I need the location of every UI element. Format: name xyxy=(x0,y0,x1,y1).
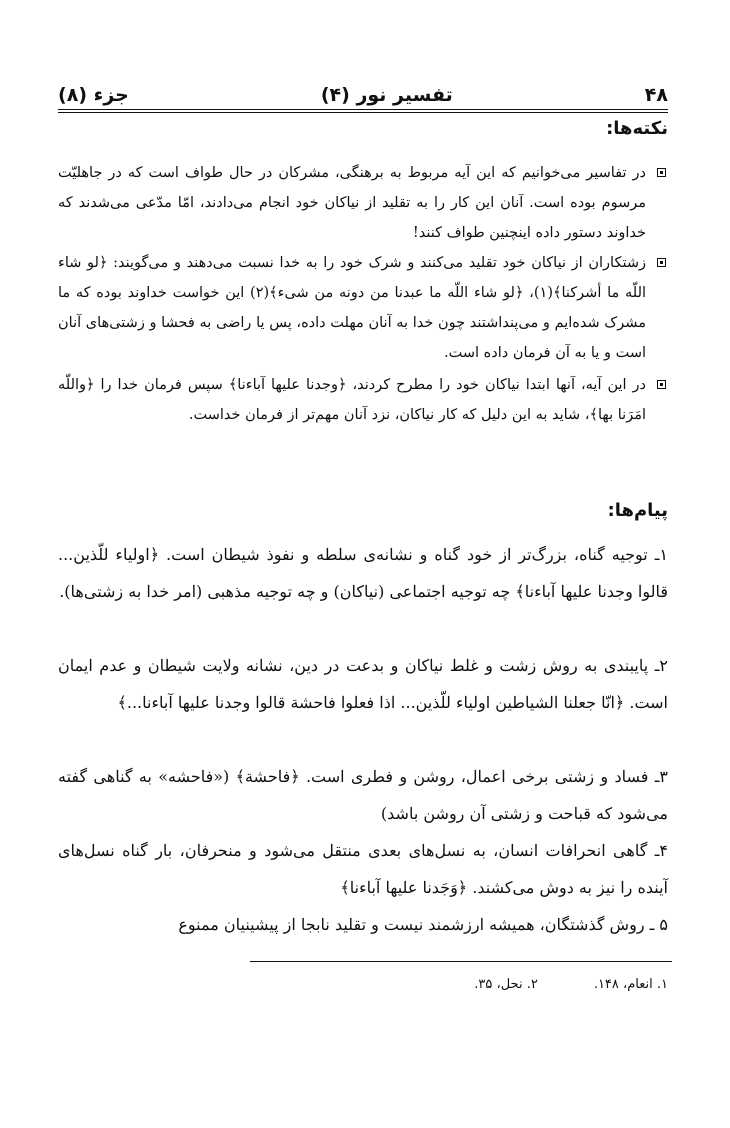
note-text: در تفاسیر می‌خوانیم که این آیه مربوط به برهنگی، مشرکان در حال طواف است که در جاهلیّت مرسوم بوده است. آنان این کار را به تقلید از نیاکان خود انجام می‌دادند، امّا مدّعی می‌شدند که خداوند دستور داده اینچنین طواف کنند! xyxy=(58,165,646,241)
page-header xyxy=(58,72,668,106)
note-text: در این آیه، آنها ابتدا نیاکان خود را مطرح کردند، ﴿وجدنا علیها آباءنا﴾ سپس فرمان خدا را ﴿واللّه امَرَنا بها﴾، شاید به این دلیل که کار نیاکان، نزد آنان مهم‌تر از فرمان خداست. xyxy=(58,377,646,423)
message-item: ۱ـ توجیه گناه، بزرگ‌تر از خود گناه و نشانه‌ی سلطه و نفوذ شیطان است. ﴿اولیاء للّذین... قالوا وجدنا علیها آباءنا﴾ چه توجیه اجتماعی (نیاکان) و چه توجیه مذهبی (امر خدا به زشتی‌ها). xyxy=(58,545,668,601)
footnote-divider xyxy=(250,961,672,962)
footnotes xyxy=(474,977,668,992)
message-item: ۳ـ فساد و زشتی برخی اعمال، روشن و فطری است. ﴿فاحشة﴾ («فاحشه» به گناهی گفته می‌شود که قباحت و زشتی آن روشن باشد) xyxy=(58,767,668,823)
message-item: ۲ـ پایبندی به روش زشت و غلط نیاکان و بدعت در دین، نشانه ولایت شیطان و عدم ایمان است. ﴿انّا جعلنا الشیاطین اولیاء للّذین... اذا فعلوا فاحشة قالوا وجدنا علیها آباءنا...﴾ xyxy=(58,656,668,712)
footnote-item: ۱. انعام، ۱۴۸. xyxy=(593,977,668,992)
messages-heading: پیام‌ها: xyxy=(607,500,668,521)
notes-heading: نکته‌ها: xyxy=(606,118,668,139)
notes-section xyxy=(58,158,668,430)
note-item xyxy=(58,370,668,430)
square-bullet-icon xyxy=(657,258,666,267)
header-divider xyxy=(58,109,668,113)
message-item: ۴ـ گاهی انحرافات انسان، به نسل‌های بعدی منتقل می‌شود و منحرفان، بار گناه نسل‌های آینده را نیز به دوش می‌کشند. ﴿وَجَدنا علیها آباءنا﴾ xyxy=(58,841,668,897)
page-number: ۴۸ xyxy=(644,84,668,106)
messages-section xyxy=(58,536,668,943)
book-title: تفسیر نور (۴) xyxy=(320,84,453,106)
volume-label: جزء (۸) xyxy=(58,84,129,106)
square-bullet-icon xyxy=(657,380,666,389)
message-item: ۵ ـ روش گذشتگان، همیشه ارزشمند نیست و تقلید نابجا از پیشینیان ممنوع xyxy=(178,915,668,934)
footnote-item: ۲. نحل، ۳۵. xyxy=(474,977,538,992)
note-text: زشتکاران از نیاکان خود تقلید می‌کنند و شرک خود را به خدا نسبت می‌دهند و می‌گویند: ﴿لو شاء اللّه ما أشرکنا﴾(۱)، ﴿لو شاء اللّه ما عبدنا من دونه من شیء﴾(۲) این خواست خداوند بوده که ما مشرک شده‌ایم و می‌پنداشتند چون خدا به آنان مهلت داده، پس یا راضی به فحشا و زشتی‌های آنان است و یا به آن فرمان داده است. xyxy=(58,255,647,361)
square-bullet-icon xyxy=(657,168,666,177)
note-item xyxy=(58,248,668,370)
note-item xyxy=(58,158,668,248)
